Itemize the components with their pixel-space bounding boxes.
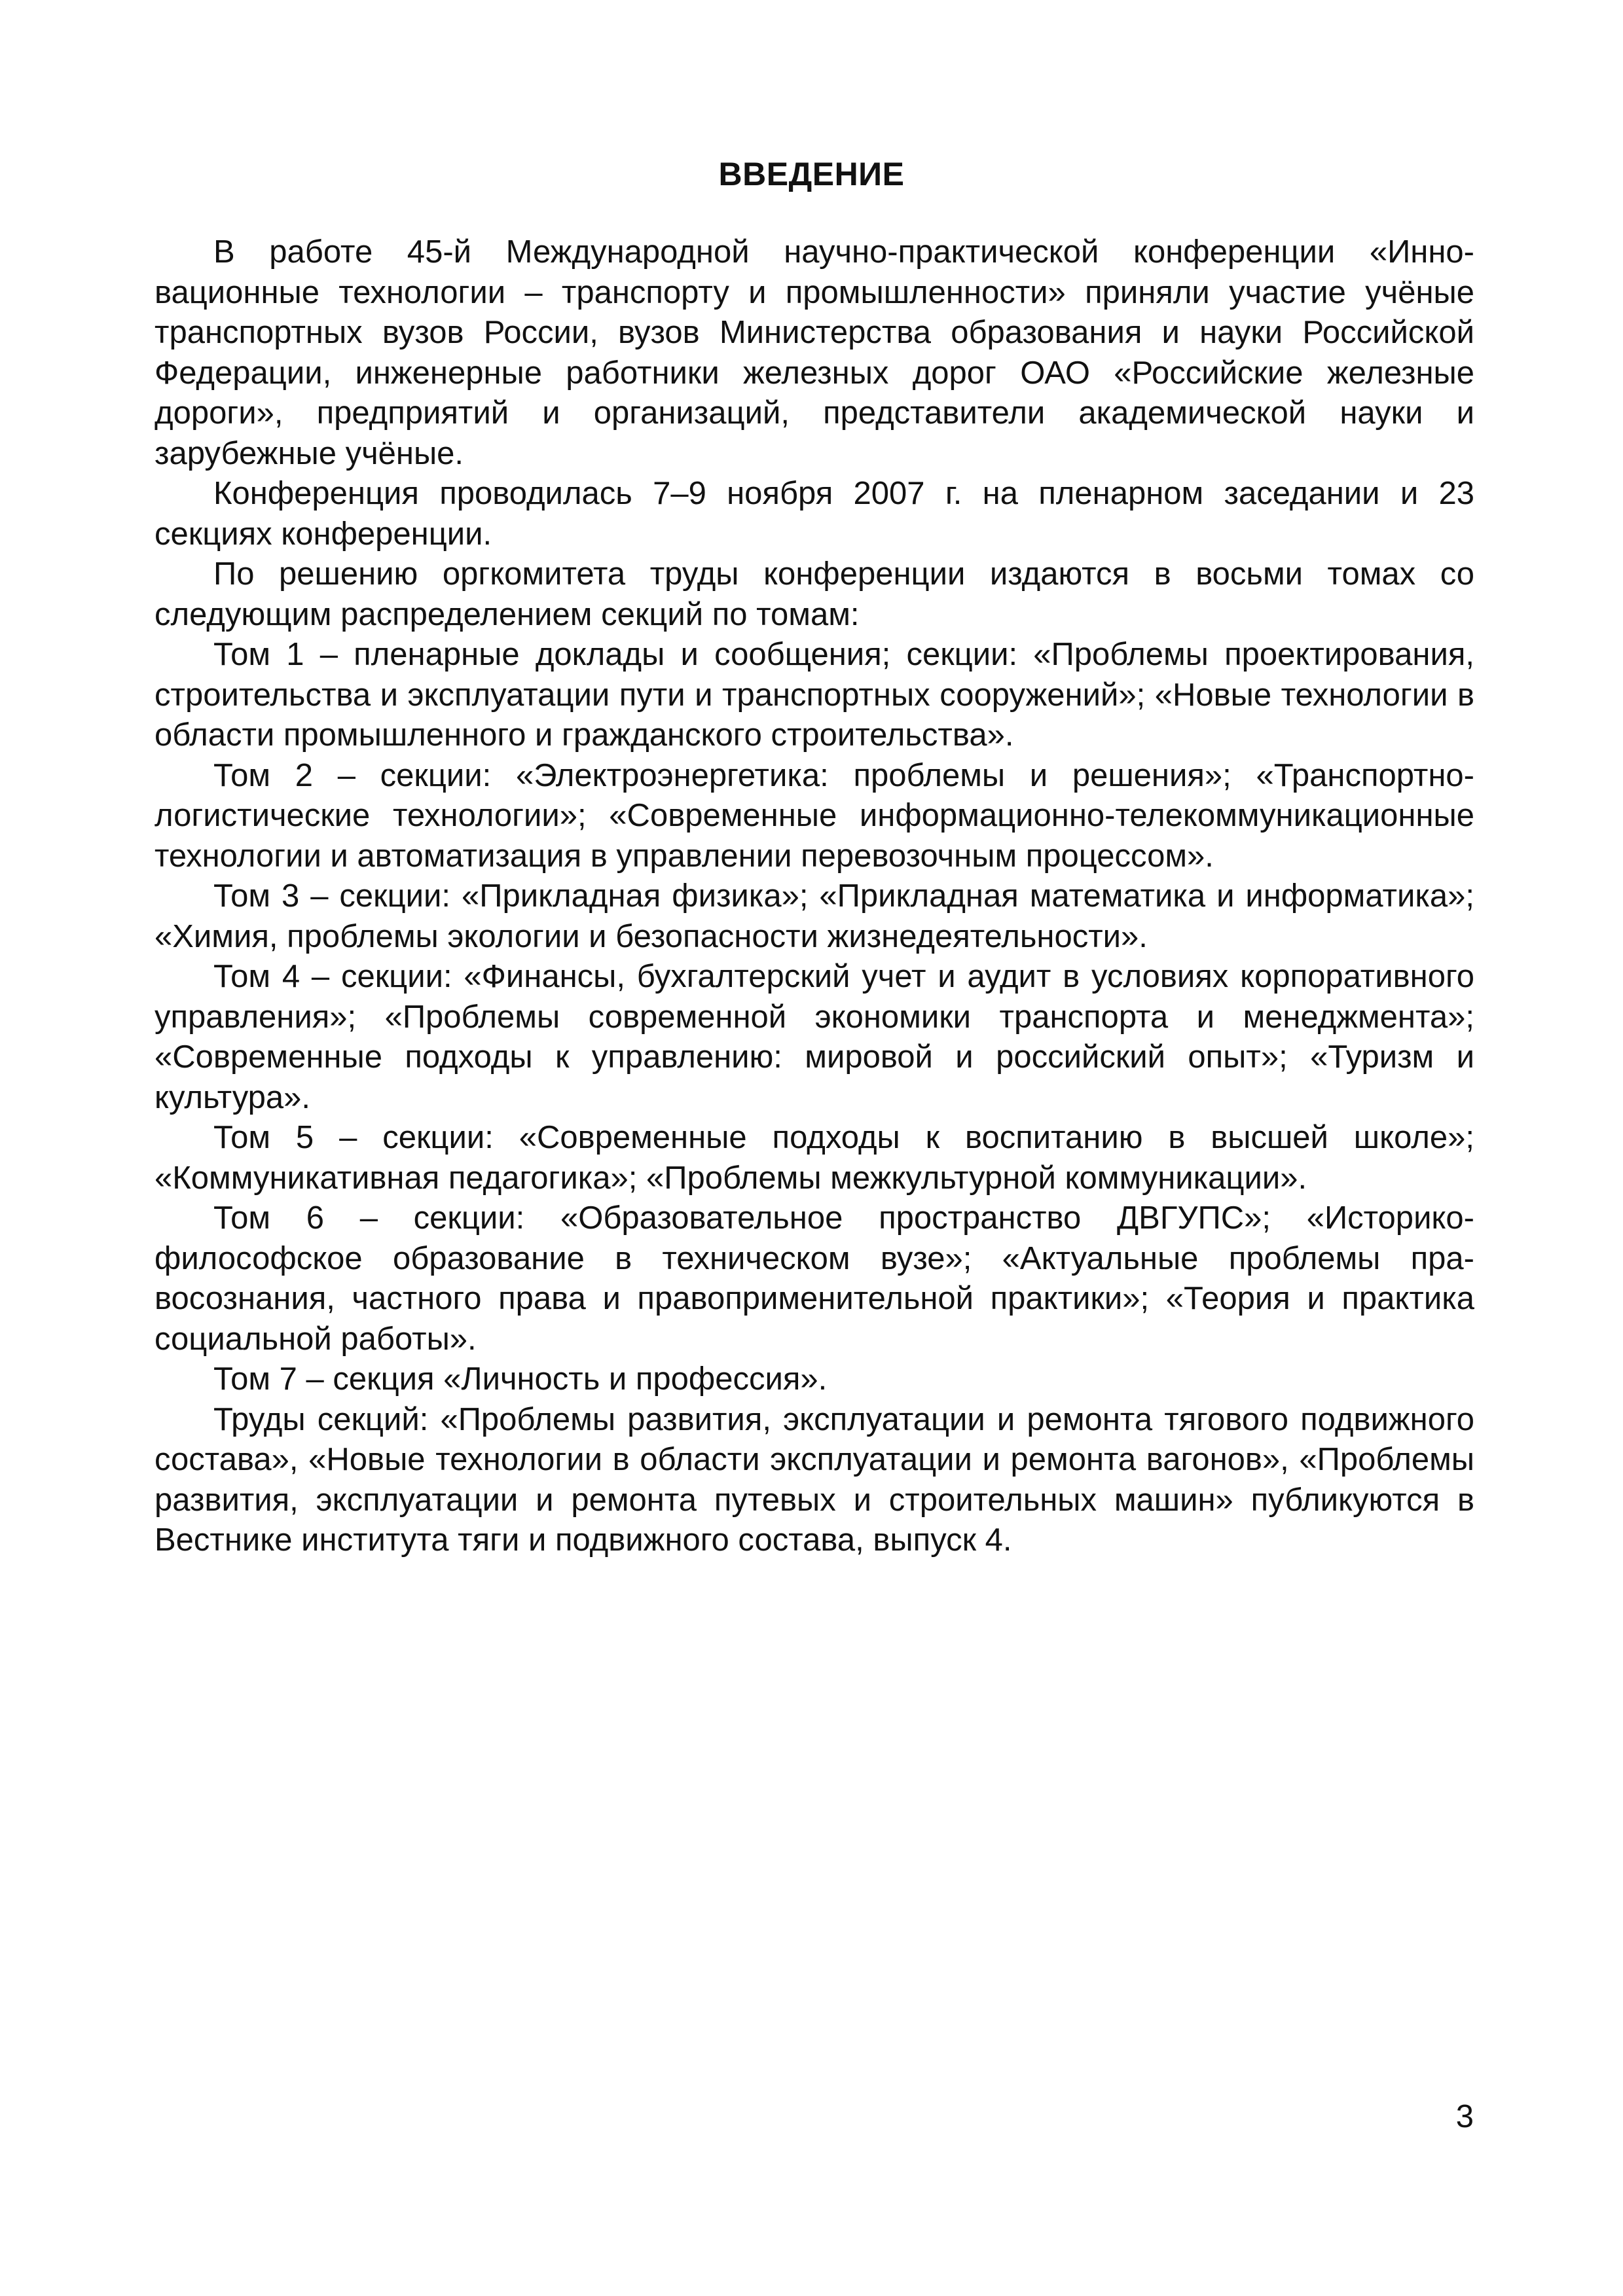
paragraph-volumes-intro: По решению оргкомитета труды конференции издаются в восьми томах со следующим распределением секций по томам:: [155, 556, 1474, 632]
paragraph-conference-dates: Конференция проводилась 7–9 ноября 2007 г. на пленарном заседании и 23 секциях конференции.: [155, 476, 1474, 552]
body-text: [155, 232, 1474, 1561]
paragraph-volume-1: Том 1 – пленарные доклады и сообщения; секции: «Проблемы проектирования, строительства и эксплуатации пути и транспортных сооружений»; «Новые технологии в области промышленного и гражданского строительства».: [155, 637, 1474, 753]
paragraph-volume-5: Том 5 – секции: «Современные подходы к воспитанию в высшей школе»; «Коммуникативная педагогика»; «Проблемы межкультурной коммуникации».: [155, 1120, 1474, 1196]
paragraph-volume-3: Том 3 – секции: «Прикладная физика»; «Прикладная математика и информатика»; «Химия, проблемы экологии и безопасности жизнедеятельности».: [155, 878, 1474, 954]
paragraph-volume-2: Том 2 – секции: «Электроэнергетика: проблемы и решения»; «Транспортно-логистические технологии»; «Современные информационно-телекоммуникационные технологии и автоматизация в управлении перевозочным процессом».: [155, 757, 1474, 874]
page-title: ВВЕДЕНИЕ: [718, 156, 905, 192]
paragraph-other-sections: Труды секций: «Проблемы развития, эксплуатации и ремонта тягового подвижного состава», «Новые технологии в области эксплуатации и ремонта вагонов», «Проблемы развития, эксплуатации и ремонта путевых и строительных машин» публикуются в Вестнике института тяги и подвижного состава, выпуск 4.: [155, 1401, 1474, 1558]
paragraph-volume-4: Том 4 – секции: «Финансы, бухгалтерский учет и аудит в условиях корпоративного управления»; «Проблемы современной экономики транспорта и менеджмента»; «Современные подходы к управлению: мировой и российский опыт»; «Туризм и культура».: [155, 959, 1474, 1115]
paragraph-volume-7: Том 7 – секция «Личность и профессия».: [213, 1361, 828, 1397]
paragraph-conference-participants: В работе 45-й Международной научно-практической конференции «Инновационные технологии – транспорту и промышленности» приняли участие учёные транспортных вузов России, вузов Министерства образования и науки Российской Федерации, инженерные работники железных дорог ОАО «Российские железные дороги», предприятий и организаций, представители академической науки и зарубежные учёные.: [155, 234, 1474, 471]
paragraph-volume-6: Том 6 – секции: «Образовательное пространство ДВГУПС»; «Историко-философское образование в техническом вузе»; «Актуальные проблемы правосознания, частного права и правоприменительной практики»; «Теория и практика социальной работы».: [155, 1200, 1474, 1357]
page-number: 3: [1455, 2099, 1474, 2134]
